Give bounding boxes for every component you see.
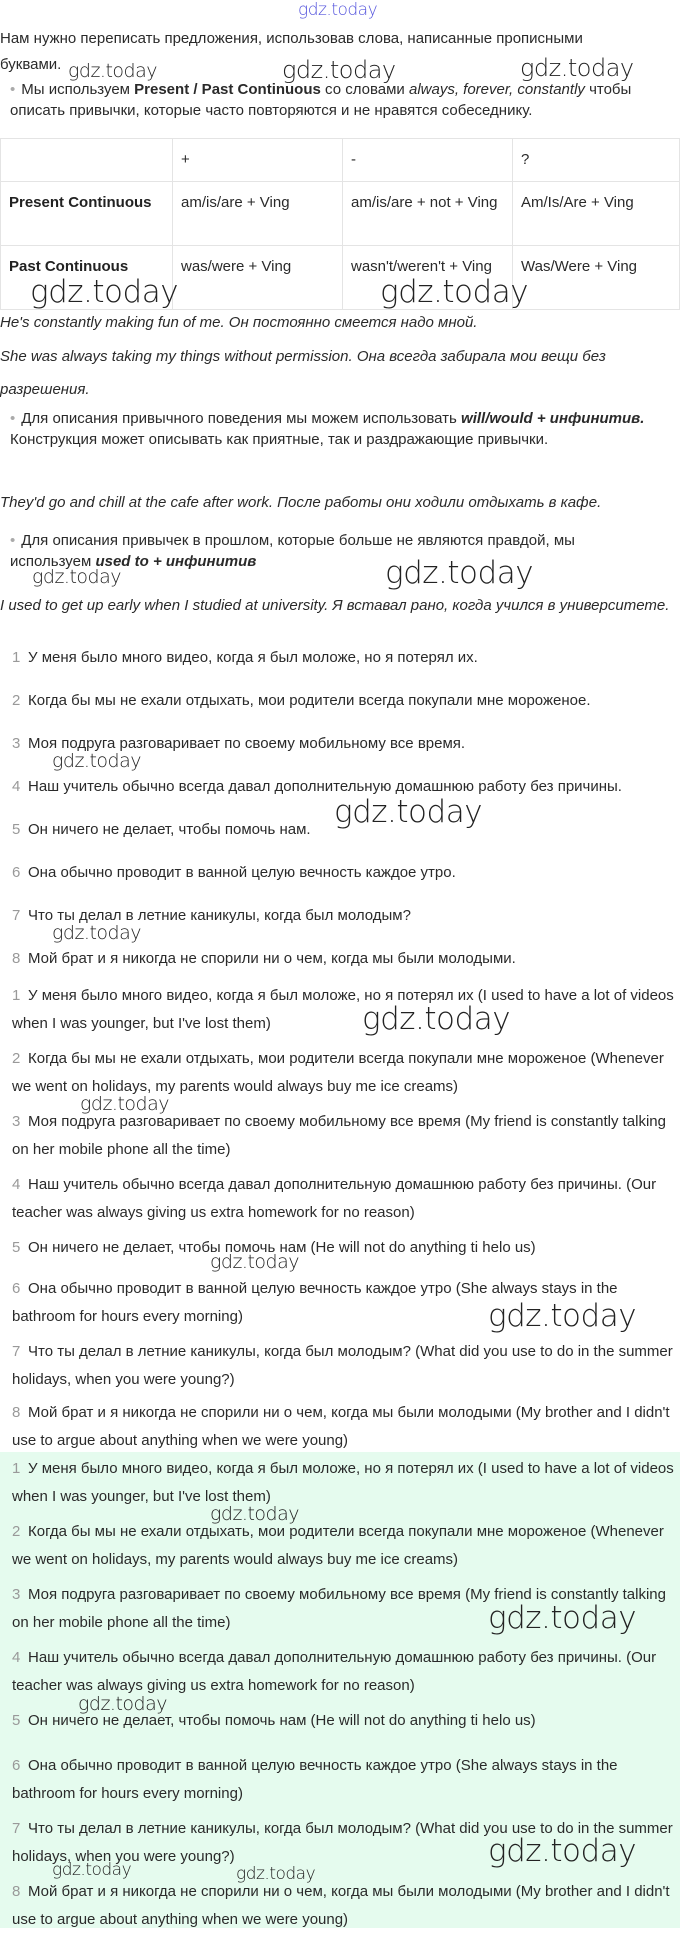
table-row — [1, 246, 680, 310]
answer-item — [12, 1399, 677, 1455]
task-item — [12, 730, 677, 758]
watermark: gdz.today — [236, 1864, 316, 1884]
bullet-icon: • — [10, 532, 16, 549]
item-text: Мой брат и я никогда не спорили ни о чем, когда мы были молодыми (My brother and I didn't use to argue about anything when we were young) — [12, 1883, 670, 1928]
item-text: Моя подруга разговаривает по своему мобильному все время. — [28, 735, 466, 752]
item-number: 8 — [12, 1883, 21, 1900]
item-number: 2 — [12, 692, 21, 709]
example-4: I used to get up early when I studied at university. Я вставал рано, когда учился в университете. — [0, 597, 670, 614]
answer-item — [12, 1171, 677, 1227]
watermark: gdz.today — [520, 54, 634, 82]
item-number: 4 — [12, 1176, 21, 1193]
italic-terms: always, forever, constantly — [408, 81, 585, 98]
answer-item — [12, 1815, 677, 1871]
table-row-header: Past Continuous — [1, 246, 173, 310]
item-number: 3 — [12, 1113, 21, 1130]
item-text: Моя подруга разговаривает по своему мобильному все время (My friend is constantly talking on her mobile phone all the time) — [12, 1113, 666, 1158]
watermark: gdz.today — [488, 1298, 637, 1334]
item-text: Наш учитель обычно всегда давал дополнительную домашнюю работу без причины. (Our teacher was always giving us extra homework for no reason) — [12, 1176, 657, 1221]
watermark: gdz.today — [80, 1093, 169, 1115]
task-item — [12, 816, 677, 844]
task-item — [12, 945, 677, 973]
watermark: gdz.today — [488, 1833, 637, 1869]
task-item — [12, 859, 677, 887]
answer-item — [12, 1275, 677, 1334]
watermark: gdz.today — [68, 60, 157, 82]
item-text: Мой брат и я никогда не спорили ни о чем, когда мы были молодыми. — [28, 950, 516, 967]
item-number: 5 — [12, 1239, 21, 1256]
item-number: 8 — [12, 1404, 21, 1421]
item-number: 6 — [12, 1280, 21, 1297]
item-text: Она обычно проводит в ванной целую вечность каждое утро (She always stays in the bathroom for hours every morning) — [12, 1280, 618, 1325]
item-number: 6 — [12, 1757, 21, 1774]
item-text: У меня было много видео, когда я был моложе, но я потерял их (I used to have a lot of videos when I was younger, but I've lost them) — [12, 1460, 674, 1505]
item-number: 4 — [12, 778, 21, 795]
intro-line-2: буквами. — [0, 56, 62, 73]
answer-item — [12, 1045, 677, 1101]
answer-item — [12, 1338, 677, 1394]
item-text: Когда бы мы не ехали отдыхать, мои родители всегда покупали мне мороженое. — [28, 692, 591, 709]
watermark: gdz.today — [30, 274, 179, 310]
answer-item — [12, 1878, 677, 1934]
table-row-header: Present Continuous — [1, 182, 173, 246]
item-number: 5 — [12, 821, 21, 838]
item-text: Что ты делал в летние каникулы, когда был молодым? (What did you use to do in the summer holidays, when you were young?) — [12, 1820, 673, 1865]
item-number: 3 — [12, 1586, 21, 1603]
watermark: gdz.today — [334, 794, 483, 830]
text: Мы используем — [21, 81, 135, 98]
watermark: gdz.today — [52, 922, 141, 944]
item-text: Что ты делал в летние каникулы, когда был молодым? (What did you use to do in the summer holidays, when you were young?) — [12, 1343, 673, 1388]
text: чтобы описать привычки, которые часто повторяются и не нравятся собеседнику. — [10, 81, 632, 119]
watermark: gdz.today — [282, 56, 396, 84]
item-number: 1 — [12, 1460, 21, 1477]
item-text: Что ты делал в летние каникулы, когда был молодым? — [28, 907, 411, 924]
item-number: 4 — [12, 1649, 21, 1666]
item-text: Когда бы мы не ехали отдыхать, мои родители всегда покупали мне мороженое (Whenever we went on holidays, my parents would always buy me ice creams) — [12, 1523, 664, 1568]
intro-line-1: Нам нужно переписать предложения, использовав слова, написанные прописными — [0, 30, 583, 47]
bold-term: will/would + инфинитив. — [461, 410, 645, 427]
text: Для описания привычек в прошлом, которые больше не являются правдой, мы используем — [10, 532, 575, 570]
bold-term: Present / Past Continuous — [134, 81, 321, 98]
watermark: gdz.today — [210, 1251, 299, 1273]
watermark: gdz.today — [52, 750, 141, 772]
watermark: gdz.today — [380, 274, 529, 310]
example-3: They'd go and chill at the cafe after work. После работы они ходили отдыхать в кафе. — [0, 494, 602, 511]
text: Конструкция может описывать как приятные, так и раздражающие привычки. — [10, 431, 549, 448]
item-text: Наш учитель обычно всегда давал дополнительную домашнюю работу без причины. — [28, 778, 622, 795]
table-cell: + — [173, 139, 343, 182]
item-text: Он ничего не делает, чтобы помочь нам (He will not do anything ti helo us) — [28, 1239, 536, 1256]
item-number: 5 — [12, 1712, 21, 1729]
watermark: gdz.today — [210, 1503, 299, 1525]
table-header-row — [1, 139, 680, 182]
watermark: gdz.today — [385, 555, 534, 591]
item-text: Она обычно проводит в ванной целую вечность каждое утро (She always stays in the bathroom for hours every morning) — [12, 1757, 618, 1802]
item-number: 7 — [12, 1820, 21, 1837]
bullet-used-to — [10, 530, 660, 572]
answer-item — [12, 1455, 677, 1511]
table-cell: Was/Were + Ving — [513, 246, 680, 310]
answer-item — [12, 1752, 677, 1808]
bullet-icon: • — [10, 410, 16, 427]
answer-item — [12, 1108, 677, 1164]
watermark-top: gdz.today — [298, 0, 378, 20]
intro-text — [0, 26, 675, 82]
watermark: gdz.today — [52, 1860, 132, 1880]
grammar-table — [0, 138, 680, 310]
table-cell: - — [343, 139, 513, 182]
item-text: Он ничего не делает, чтобы помочь нам. — [28, 821, 311, 838]
item-number: 6 — [12, 864, 21, 881]
item-text: Он ничего не делает, чтобы помочь нам (He will not do anything ti helo us) — [28, 1712, 536, 1729]
answer-item — [12, 1234, 677, 1262]
item-text: Моя подруга разговаривает по своему мобильному все время (My friend is constantly talking on her mobile phone all the time) — [12, 1586, 666, 1631]
example-2: She was always taking my things without permission. Она всегда забирала мои вещи без разрешения. — [0, 348, 606, 398]
item-text: Когда бы мы не ехали отдыхать, мои родители всегда покупали мне мороженое (Whenever we went on holidays, my parents would always buy me ice creams) — [12, 1050, 664, 1095]
bullet-icon: • — [10, 81, 16, 98]
table-cell: Am/Is/Are + Ving — [513, 182, 680, 246]
bold-term: used to + инфинитив — [95, 553, 257, 570]
watermark: gdz.today — [78, 1693, 167, 1715]
task-item — [12, 773, 677, 801]
task-item — [12, 902, 677, 930]
bullet-present-past-continuous — [10, 79, 660, 121]
example-1: He's constantly making fun of me. Он постоянно смеется надо мной. — [0, 314, 478, 331]
watermark: gdz.today — [488, 1600, 637, 1636]
table-cell: am/is/are + not + Ving — [343, 182, 513, 246]
item-number: 7 — [12, 1343, 21, 1360]
answer-item — [12, 1644, 677, 1700]
table-cell: was/were + Ving — [173, 246, 343, 310]
item-number: 3 — [12, 735, 21, 752]
table-cell: wasn't/weren't + Ving — [343, 246, 513, 310]
text: Для описания привычного поведения мы можем использовать — [21, 410, 462, 427]
table-cell — [1, 139, 173, 182]
item-text: У меня было много видео, когда я был моложе, но я потерял их. — [28, 649, 478, 666]
item-number: 7 — [12, 907, 21, 924]
answer-item — [12, 1581, 677, 1637]
watermark: gdz.today — [362, 1001, 511, 1037]
watermark: gdz.today — [32, 566, 121, 588]
item-number: 2 — [12, 1050, 21, 1067]
item-number: 8 — [12, 950, 21, 967]
item-number: 1 — [12, 649, 21, 666]
answer-item — [12, 982, 677, 1038]
task-item — [12, 687, 677, 715]
task-item — [12, 644, 677, 672]
item-number: 1 — [12, 987, 21, 1004]
item-text: Она обычно проводит в ванной целую вечность каждое утро. — [28, 864, 456, 881]
item-text: Мой брат и я никогда не спорили ни о чем, когда мы были молодыми (My brother and I didn't use to argue about anything when we were young) — [12, 1404, 670, 1449]
answer-item — [12, 1518, 677, 1574]
table-cell: am/is/are + Ving — [173, 182, 343, 246]
item-text: У меня было много видео, когда я был моложе, но я потерял их (I used to have a lot of videos when I was younger, but I've lost them) — [12, 987, 674, 1032]
text: со словами — [320, 81, 409, 98]
table-cell: ? — [513, 139, 680, 182]
item-number: 2 — [12, 1523, 21, 1540]
answer-item — [12, 1707, 677, 1735]
table-row — [1, 182, 680, 246]
bullet-will-would — [10, 408, 660, 450]
item-text: Наш учитель обычно всегда давал дополнительную домашнюю работу без причины. (Our teacher was always giving us extra homework for no reason) — [12, 1649, 657, 1694]
